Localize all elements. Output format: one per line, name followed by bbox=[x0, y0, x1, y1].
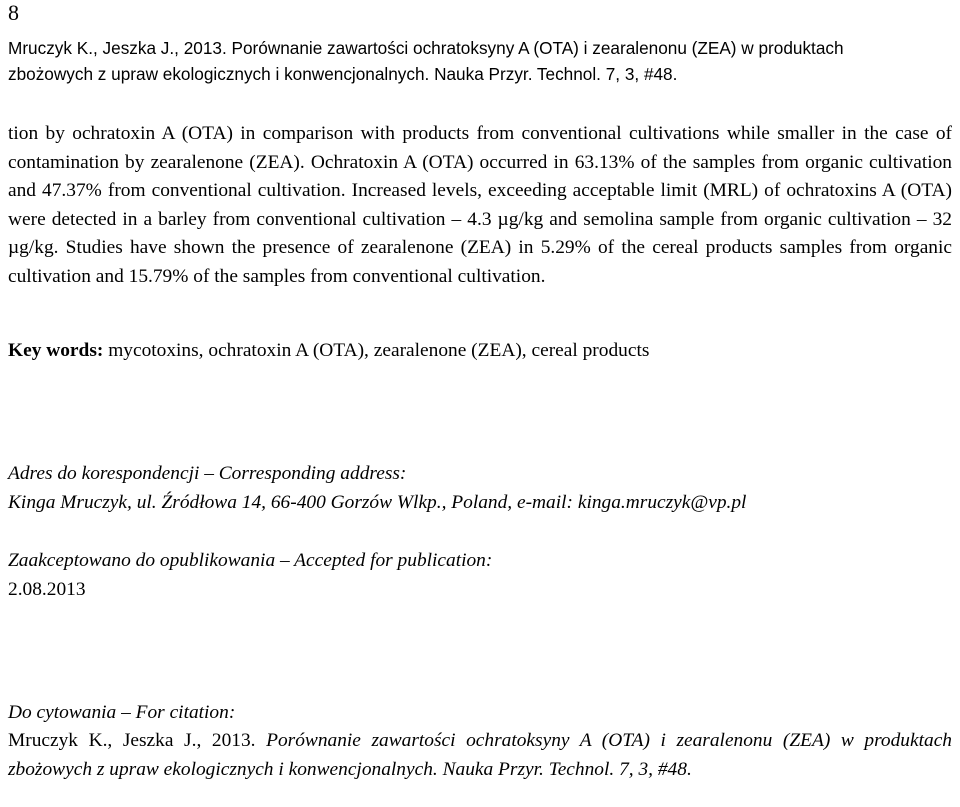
citation-body bbox=[8, 727, 952, 784]
correspondence-address: Kinga Mruczyk, ul. Źródłowa 14, 66-400 Gorzów Wlkp., Poland, e-mail: kinga.mruczyk@vp.pl bbox=[8, 492, 747, 513]
keywords-line bbox=[8, 337, 952, 365]
keywords-text: mycotoxins, ochratoxin A (OTA), zearalenone (ZEA), cereal products bbox=[108, 340, 650, 361]
abstract-paragraph: tion by ochratoxin A (OTA) in comparison with products from conventional cultivations while smaller in the case of contamination by zearalenone (ZEA). Ochratoxin A (OTA) occurred in 63.13% of the samples from organic cultivation and 47.37% from conventional cultivation. Increased levels, exceeding acceptable limit (MRL) of ochratoxins A (OTA) were detected in a barley from conventional cultivation – 4.3 µg/kg and semolina sample from organic cultivation – 32 µg/kg. Studies have shown the presence of zearalenone (ZEA) in 5.29% of the cereal products samples from organic cultivation and 15.79% of the samples from conventional cultivation. bbox=[8, 123, 952, 287]
accepted-date: 2.08.2013 bbox=[8, 579, 86, 600]
accepted-heading: Zaakceptowano do opublikowania – Accepted for publication: bbox=[8, 550, 493, 571]
running-header-line-2: zbożowych z upraw ekologicznych i konwencjonalnych. Nauka Przyr. Technol. 7, 3, #48. bbox=[8, 64, 678, 84]
citation-heading: Do cytowania – For citation: bbox=[8, 702, 236, 723]
citation-text: Porównanie zawartości ochratoksyny A (OTA) i zearalenonu (ZEA) w produktach zbożowych z upraw ekologicznych i konwencjonalnych. Nauka Przyr. Technol. 7, 3, #48. bbox=[8, 730, 952, 780]
page-number: 8 bbox=[8, 0, 19, 25]
correspondence-heading: Adres do korespondencji – Corresponding address: bbox=[8, 463, 407, 484]
citation-authors: Mruczyk K., Jeszka J., 2013. bbox=[8, 730, 256, 751]
keywords-label: Key words: bbox=[8, 340, 104, 361]
running-header-line-1: Mruczyk K., Jeszka J., 2013. Porównanie zawartości ochratoksyny A (OTA) i zearalenonu (ZEA) w produktach bbox=[8, 38, 844, 58]
running-header bbox=[8, 35, 952, 87]
